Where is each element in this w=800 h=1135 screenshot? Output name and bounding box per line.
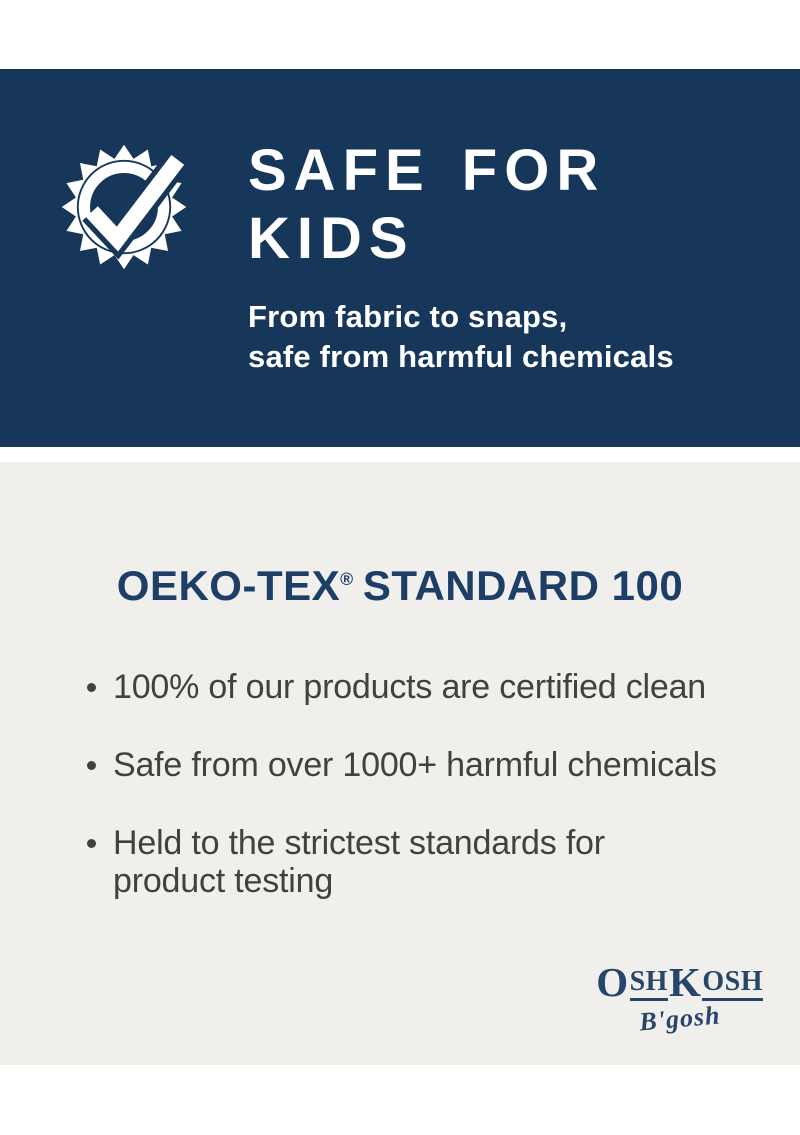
- hero-subtitle: [248, 297, 674, 377]
- bullet-text: Safe from over 1000+ harmful chemicals: [113, 746, 717, 784]
- hero-title-line2: KIDS: [248, 206, 415, 271]
- bullet-dot-icon: [87, 761, 96, 770]
- logo-letter: K: [668, 959, 702, 1005]
- list-item: [85, 746, 765, 784]
- logo-letter: O: [596, 959, 629, 1005]
- list-item: [85, 668, 765, 706]
- oshkosh-logotype: [596, 959, 764, 1005]
- bottom-white-band: [0, 1065, 800, 1135]
- hero-subtitle-line1: From fabric to snaps,: [248, 299, 568, 334]
- hero-section: [0, 69, 800, 447]
- hero-title: [248, 137, 605, 273]
- bullet-text: product testing: [113, 862, 334, 900]
- bullet-text: 100% of our products are certified clean: [113, 668, 707, 706]
- certification-section: [0, 462, 800, 1065]
- certification-heading: [0, 562, 800, 610]
- divider-white-band: [0, 447, 800, 462]
- logo-letters-underlined: SH: [630, 968, 668, 1001]
- oshkosh-bgosh-logo: [596, 959, 764, 1037]
- bullet-dot-icon: [87, 839, 96, 848]
- logo-letters-underlined: OSH: [702, 968, 763, 1001]
- top-white-band: [0, 0, 800, 69]
- checkmark-seal-icon: [58, 141, 190, 273]
- certification-heading-suffix: STANDARD 100: [362, 562, 684, 609]
- bullet-text: Held to the strictest standards for: [113, 824, 605, 862]
- bullet-dot-icon: [87, 683, 96, 692]
- certification-bullet-list: [85, 668, 765, 900]
- hero-subtitle-line2: safe from harmful chemicals: [248, 339, 674, 374]
- registered-mark: ®: [340, 569, 354, 589]
- certification-heading-name: OEKO-TEX: [116, 562, 341, 609]
- list-item: [85, 824, 765, 900]
- bgosh-script: B'gosh: [638, 1000, 722, 1037]
- hero-title-line1: SAFE FOR: [248, 138, 606, 203]
